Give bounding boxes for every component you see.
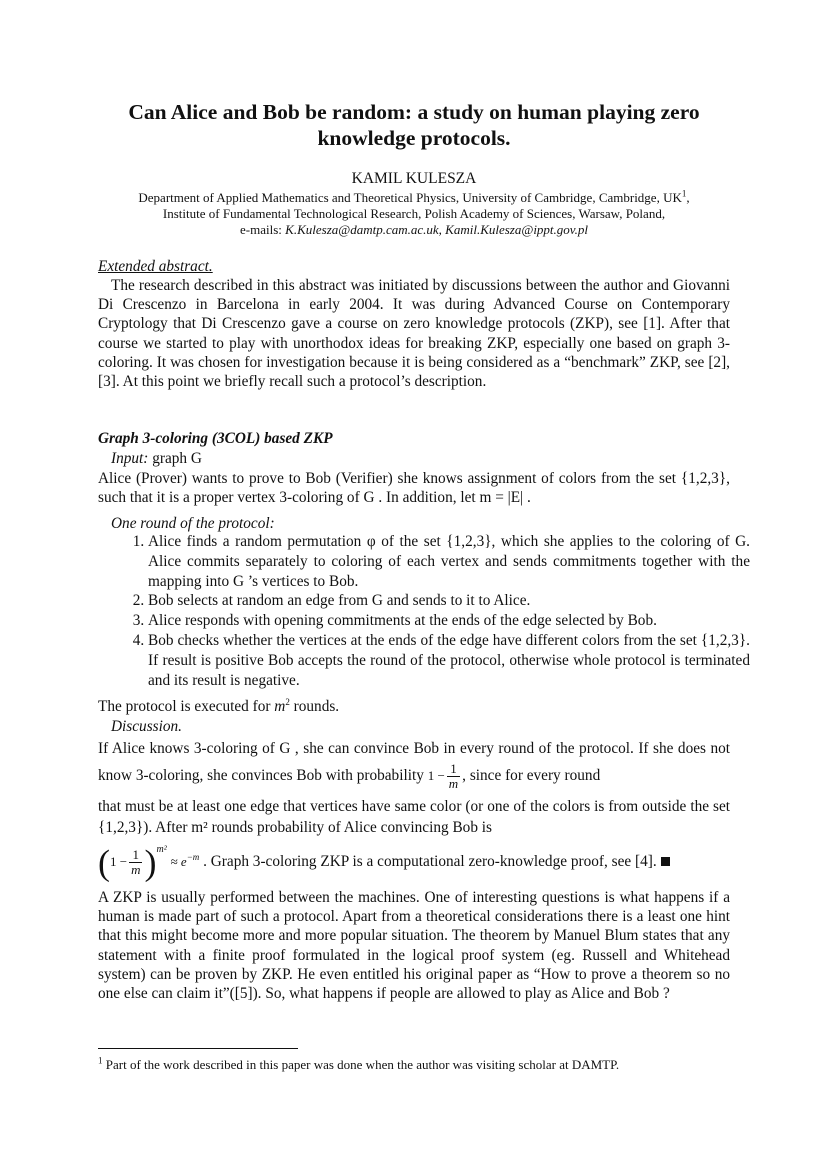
paper-title: Can Alice and Bob be random: a study on human playing zero knowledge protocols. bbox=[128, 100, 700, 150]
color-set: {1,2,3} bbox=[680, 470, 727, 487]
right-paren: ) bbox=[144, 842, 157, 883]
footnote-ref: 1 bbox=[681, 188, 687, 199]
affiliation-line-1: Department of Applied Mathematics and Theoretical Physics, University of Cambridge, Cambridge, $UK^1$, bbox=[138, 188, 690, 205]
probability-fraction bbox=[447, 762, 460, 791]
emails-label: e-mails: bbox=[240, 222, 286, 237]
formula-approx-exp: −m bbox=[186, 851, 200, 862]
executed-part-a: The protocol is executed for bbox=[98, 698, 275, 715]
round-label: One round of the protocol: bbox=[111, 515, 275, 532]
protocol-step: 3. Alice responds with opening commitments at the ends of the edge selected by Bob. bbox=[148, 611, 750, 631]
input-label: Input: bbox=[111, 450, 149, 467]
emails-value: K.Kulesza@damtp.cam.ac.uk, Kamil.Kulesza@ippt.gov.pl bbox=[285, 222, 588, 237]
qed-square-icon bbox=[661, 857, 670, 866]
footnote bbox=[98, 1057, 730, 1073]
fraction-numerator: 1 bbox=[447, 762, 460, 777]
formula-approx: ≈ e bbox=[170, 854, 187, 869]
section-heading-3col: Graph 3-coloring (3COL) based ZKP bbox=[98, 430, 333, 447]
closing-paragraph: A ZKP is usually performed between the machines. One of interesting questions is what happens if a human is made part of such a protocol. Apart from a theoretical considerations there is a least one hint that this might become more and more popular situation. The theorem by Manuel Blum states that any statement with a finite proof formulated in the logical proof system (eg. Russell and Whitehead system) can be proven by ZKP. He even entitled his original paper as “How to prove a theorem so no one else can claim it”([5]). So, what happens if people are allowed to play as Alice and Bob ? bbox=[98, 889, 730, 1003]
discussion-paragraph-1 bbox=[98, 736, 730, 791]
protocol-step: 1. Alice finds a random permutation φ of the set {1,2,3}, which she applies to the coloring of G. Alice commits separately to coloring of each vertex and sends commitments together with the mapping into G ’s vertices to Bob. bbox=[148, 532, 750, 591]
affiliation-block bbox=[98, 190, 730, 238]
executed-m: m bbox=[274, 698, 286, 715]
probability-prefix: 1 − bbox=[427, 768, 445, 784]
fraction-denominator: m bbox=[448, 776, 459, 791]
discussion-label: Discussion. bbox=[111, 718, 182, 735]
formula-inner: 1 − bbox=[110, 854, 128, 869]
probability-formula bbox=[98, 842, 730, 882]
formula-denominator: m bbox=[131, 861, 141, 877]
abstract-heading: Extended abstract. bbox=[98, 258, 213, 275]
footnote-text: Part of the work described in this paper was done when the author was visiting scholar at DAMTP. bbox=[102, 1057, 620, 1072]
protocol-step: 2. Bob selects at random an edge from G and sends to it to Alice. bbox=[148, 591, 750, 611]
discussion-paragraph-2: that must be at least one edge that vertices have same color (or one of the colors is from outside the set {1,2,3}). After m² rounds probability of Alice convincing Bob is bbox=[98, 798, 730, 836]
intro-part-b: , such that it is a proper vertex 3-coloring of G . In addition, let m = |E| . bbox=[98, 470, 730, 507]
formula-numerator: 1 bbox=[129, 848, 142, 863]
footnote-divider bbox=[98, 1048, 298, 1049]
protocol-steps bbox=[128, 532, 750, 690]
executed-exp: 2 bbox=[285, 696, 290, 707]
discussion-text-b: , since for every round bbox=[462, 767, 601, 785]
formula-fraction bbox=[129, 848, 142, 877]
executed-line bbox=[98, 697, 730, 716]
input-value: graph G bbox=[148, 450, 202, 467]
formula-exponent: m² bbox=[156, 844, 167, 855]
affiliation-emails bbox=[98, 222, 730, 238]
author-name: KAMIL KULESZA bbox=[351, 170, 477, 187]
affiliation-dept: Department of Applied Mathematics and Theoretical Physics, University of Cambridge, Cambridge, UK bbox=[138, 190, 682, 205]
protocol-step: 4. Bob checks whether the vertices at the ends of the edge have different colors from the set {1,2,3}. If result is positive Bob accepts the round of the protocol, otherwise whole protocol is terminated and its result is negative. bbox=[148, 631, 750, 690]
input-line bbox=[98, 449, 730, 468]
discussion-text-a: If Alice knows 3-coloring of G , she can convince Bob in every round of the protocol. If she does not know 3-coloring, she convinces Bob with probability bbox=[98, 740, 730, 785]
abstract-paragraph: The research described in this abstract was initiated by discussions between the author and Giovanni Di Crescenzo in Barcelona in early 2004. It was during Advanced Course on Contemporary Cryptology that Di Crescenzo gave a course on zero knowledge protocols (ZKP), see [1]. After that course we started to play with unorthodox ideas for breaking ZKP, especially one based on graph 3-coloring. It was chosen for investigation because it is being considered as a “benchmark” ZKP, see [2], [3]. At this point we briefly recall such a protocol’s description. bbox=[98, 277, 730, 391]
protocol-intro bbox=[98, 469, 730, 507]
executed-part-b: rounds. bbox=[289, 698, 340, 715]
discussion-text-c: . Graph 3-coloring ZKP is a computational zero-knowledge proof, see [4]. bbox=[203, 853, 657, 870]
footnote-mark: 1 bbox=[98, 1055, 103, 1066]
intro-part-a: Alice (Prover) wants to prove to Bob (Verifier) she knows assignment of colors from the set bbox=[98, 470, 681, 487]
affiliation-line-2: Institute of Fundamental Technological Research, Polish Academy of Sciences, Warsaw, Poland, bbox=[162, 206, 666, 221]
left-paren: ( bbox=[98, 842, 110, 883]
